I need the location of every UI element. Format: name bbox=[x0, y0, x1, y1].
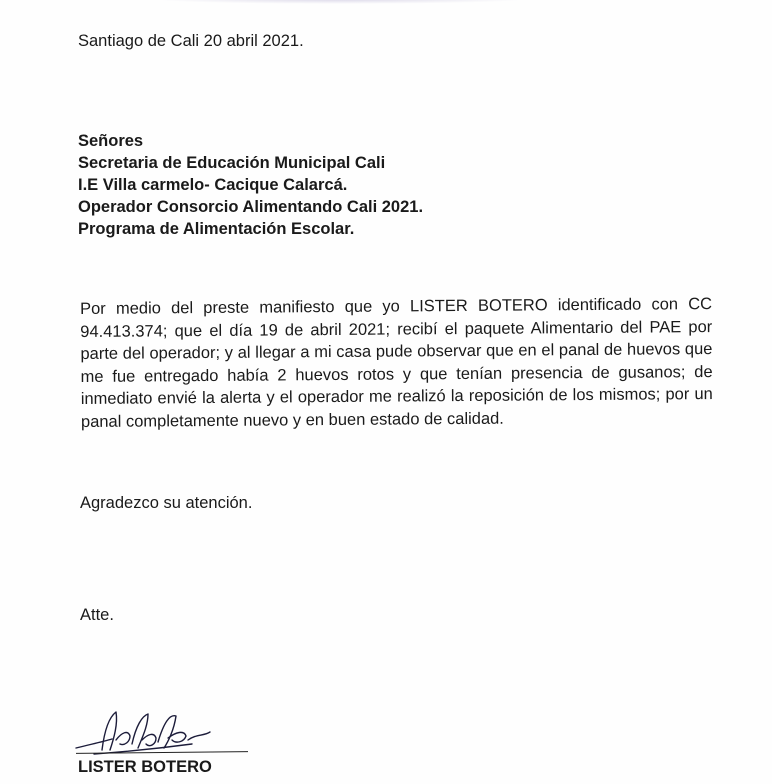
recipient-line: Secretaria de Educación Municipal Cali bbox=[78, 154, 386, 172]
sign-off: Atte. bbox=[80, 606, 114, 624]
signer-name: LISTER BOTERO bbox=[78, 758, 212, 776]
letterhead-fragment bbox=[150, 0, 530, 4]
handwritten-signature bbox=[72, 704, 262, 764]
letter-body: Por medio del preste manifiesto que yo LISTER BOTERO identificado con CC 94.413.374; que el día 19 de abril 2021; recibí el paquete Alimentario del PAE por parte del operador; y al llegar a mi casa pude observar que en el panal de huevos que me fue entregado había 2 huevos rotos y que tenían presencia de gusanos; de inmediato envié la alerta y el operador me realizó la reposición de los mismos; por un panal completamente nuevo y en buen estado de calidad. bbox=[80, 295, 713, 431]
recipient-line: I.E Villa carmelo- Cacique Calarcá. bbox=[78, 176, 348, 194]
recipient-line: Programa de Alimentación Escolar. bbox=[78, 220, 355, 238]
closing-text: Agradezco su atención. bbox=[80, 494, 253, 512]
letter-date: Santiago de Cali 20 abril 2021. bbox=[78, 32, 304, 50]
recipient-line: Señores bbox=[78, 132, 144, 150]
recipient-line: Operador Consorcio Alimentando Cali 2021. bbox=[78, 198, 424, 216]
recipients-block bbox=[78, 130, 423, 240]
